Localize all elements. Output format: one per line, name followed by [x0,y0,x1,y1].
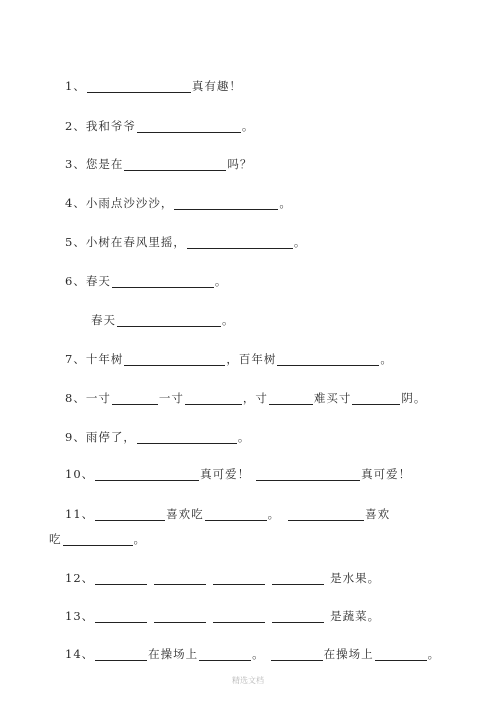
question-text: 。 [279,196,292,210]
answer-blank[interactable] [124,353,225,366]
question-text: 喜欢 [365,507,391,521]
question-number: 4、 [65,196,86,210]
question-9 [65,428,250,444]
question-4 [65,194,292,210]
question-text: 一寸 [85,391,111,405]
page-footer: 精选文档 [232,676,264,685]
question-text: 在操场上 [323,647,374,661]
answer-blank[interactable] [277,353,379,366]
question-text: 您是在 [85,157,124,171]
question-text: 难买寸 [313,391,352,405]
question-text: 十年树 [85,352,124,366]
question-text: 小雨点沙沙沙， [85,196,174,210]
question-text: 。 [241,119,255,133]
question-text: 我和爷爷 [85,119,136,133]
question-text: 。 [267,507,281,521]
answer-blank[interactable] [154,610,206,623]
question-text: 。 [380,352,393,366]
answer-blank[interactable] [352,392,400,405]
question-text: ，百年树 [226,352,277,366]
question-text: 吗？ [227,157,253,171]
answer-blank[interactable] [272,610,324,623]
question-text: 春天 [85,274,111,288]
answer-blank[interactable] [95,610,147,623]
answer-blank[interactable] [95,648,147,661]
question-number: 14、 [65,647,95,661]
question-number: 7、 [65,352,86,366]
answer-blank[interactable] [95,468,199,481]
question-13 [65,607,380,623]
answer-blank[interactable] [199,648,251,661]
answer-blank[interactable] [63,533,133,546]
question-7 [65,350,393,366]
answer-blank[interactable] [213,572,265,585]
question-text: 喜欢吃 [166,507,204,521]
question-text: 。 [252,647,265,661]
question-number: 9、 [65,430,86,444]
question-text: 在操场上 [148,647,199,661]
question-14 [65,645,440,661]
question-number: 2、 [65,119,86,133]
answer-blank[interactable] [205,508,267,521]
question-text: 吃 [49,532,62,546]
question-11-continued [49,530,146,546]
question-text: 是水果。 [330,571,381,585]
answer-blank[interactable] [288,508,364,521]
answer-blank[interactable] [95,508,165,521]
question-number: 10、 [65,467,95,481]
question-6-continued [91,311,235,327]
question-12 [65,569,380,585]
question-1 [65,77,242,93]
answer-blank[interactable] [187,236,293,249]
question-number: 12、 [65,571,95,585]
question-text: 雨停了， [85,430,136,444]
question-text: 。 [293,235,307,249]
answer-blank[interactable] [174,197,278,210]
question-text: 春天 [91,313,116,327]
answer-blank[interactable] [112,392,158,405]
answer-blank[interactable] [112,275,214,288]
answer-blank[interactable] [271,648,323,661]
answer-blank[interactable] [154,572,206,585]
answer-blank[interactable] [272,572,324,585]
question-2 [65,117,254,133]
answer-blank[interactable] [269,392,313,405]
question-number: 5、 [65,235,86,249]
answer-blank[interactable] [117,314,221,327]
question-number: 13、 [65,609,95,623]
question-text: 阴。 [401,391,427,405]
question-6 [65,272,227,288]
answer-blank[interactable] [137,120,241,133]
question-10 [65,465,411,481]
question-number: 6、 [65,274,86,288]
question-8 [65,389,426,405]
question-number: 11、 [65,507,95,521]
question-text: 。 [237,430,251,444]
answer-blank[interactable] [185,392,242,405]
answer-blank[interactable] [95,572,147,585]
question-text: 。 [214,274,228,288]
question-number: 8、 [65,391,86,405]
question-text: 。 [427,647,441,661]
answer-blank[interactable] [213,610,265,623]
question-text: 真可爱！ [200,467,251,481]
question-text: ，寸 [242,391,268,405]
answer-blank[interactable] [256,468,360,481]
question-text: 。 [222,313,235,327]
question-text: 。 [133,532,146,546]
question-text: 小树在春风里摇， [85,235,186,249]
question-3 [65,155,252,171]
answer-blank[interactable] [375,648,427,661]
question-11 [65,505,390,521]
question-text: 一寸 [158,391,184,405]
question-number: 3、 [65,157,86,171]
answer-blank[interactable] [87,80,191,93]
question-text: 真有趣！ [191,79,242,93]
question-5 [65,233,306,249]
question-text: 是蔬菜。 [330,609,381,623]
answer-blank[interactable] [124,158,226,171]
answer-blank[interactable] [137,431,237,444]
question-number: 1、 [65,79,86,93]
question-text: 真可爱！ [361,467,412,481]
